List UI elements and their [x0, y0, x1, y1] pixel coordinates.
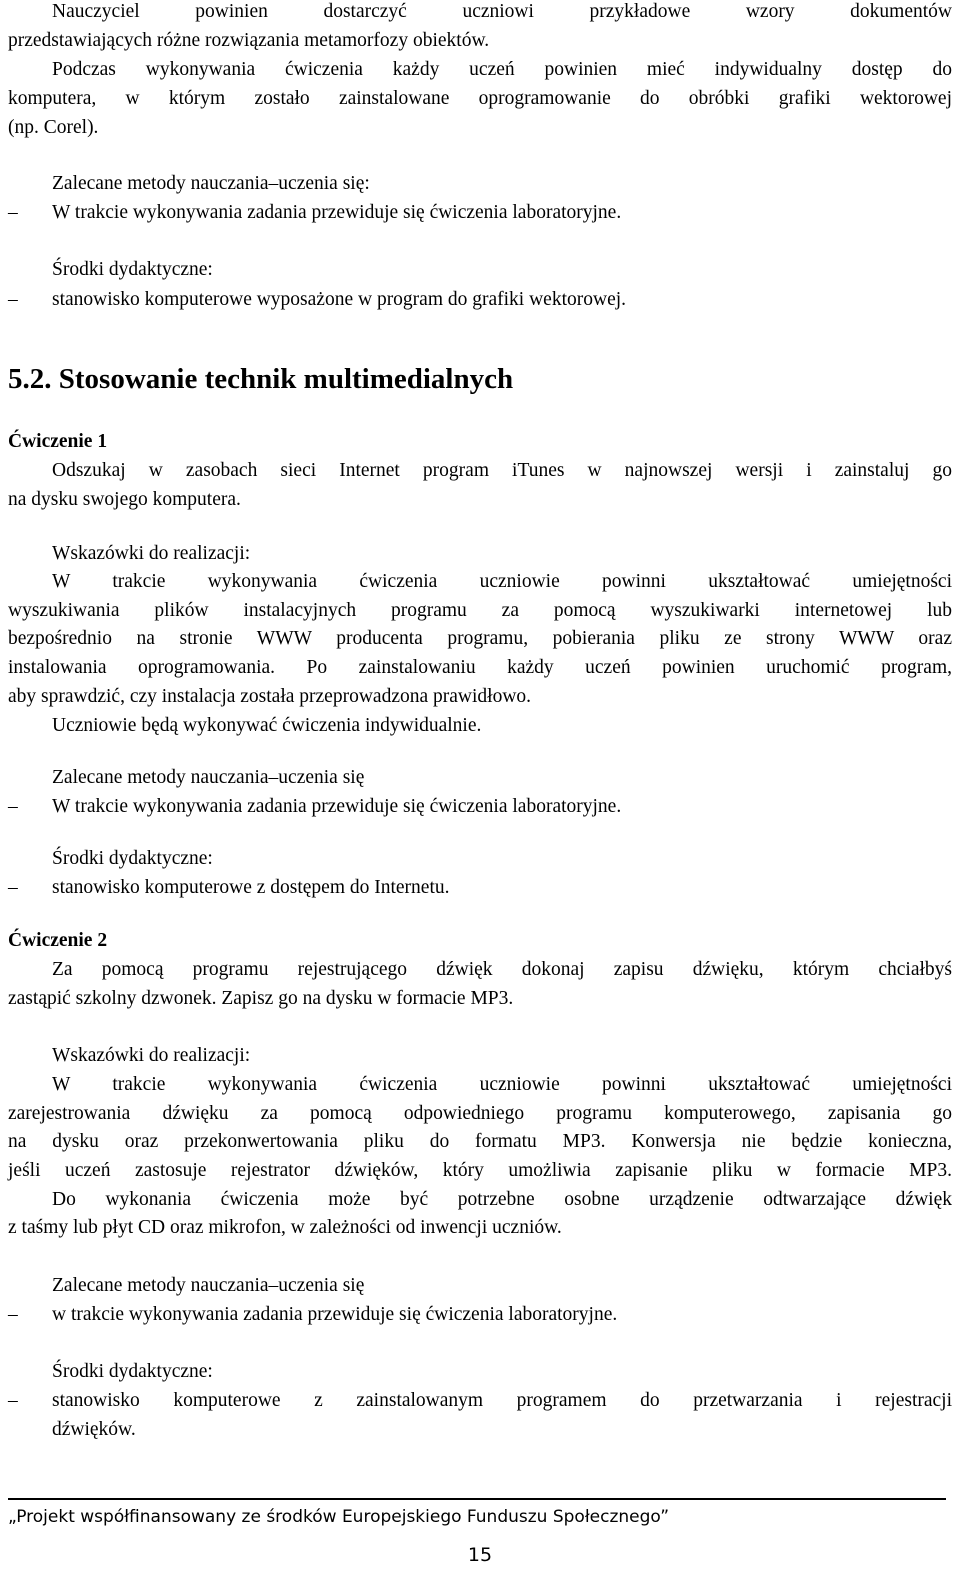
list-dash: – [8, 289, 18, 310]
exercise-2-means-item-line-2: dźwięków. [52, 1419, 136, 1440]
exercise-2-means-heading: Środki dydaktyczne: [52, 1361, 213, 1382]
list-dash: – [8, 796, 18, 817]
exercise-2-hint-line-4: jeśli uczeń zastosuje rejestrator dźwięków, który umożliwia zapisanie pliku w formacie MP3. [8, 1160, 952, 1181]
intro-line-2: przedstawiających różne rozwiązania metamorfozy obiektów. [8, 30, 490, 51]
footer-divider [8, 1498, 946, 1500]
means-heading: Środki dydaktyczne: [52, 259, 213, 280]
exercise-1-methods-heading: Zalecane metody nauczania–uczenia się [52, 767, 365, 788]
exercise-2-methods-heading: Zalecane metody nauczania–uczenia się [52, 1275, 365, 1296]
exercise-1-hints-heading: Wskazówki do realizacji: [52, 543, 251, 564]
exercise-1-task-line-2: na dysku swojego komputera. [8, 489, 241, 510]
list-dash: – [8, 202, 18, 223]
exercise-2-task-line-2: zastąpić szkolny dzwonek. Zapisz go na dysku w formacie MP3. [8, 988, 514, 1009]
intro-line-3: Podczas wykonywania ćwiczenia każdy uczeń powinien mieć indywidualny dostęp do [52, 59, 952, 80]
exercise-1-hint-line-4: instalowania oprogramowania. Po zainstalowaniu każdy uczeń powinien uruchomić program, [8, 657, 952, 678]
exercise-2-hint-line-6: z taśmy lub płyt CD oraz mikrofon, w zależności od inwencji uczniów. [8, 1217, 562, 1238]
exercise-1-hint-line-1: W trakcie wykonywania ćwiczenia uczniowie powinni ukształtować umiejętności [52, 571, 952, 592]
exercise-2-hint-line-3: na dysku oraz przekonwertowania pliku do formatu MP3. Konwersja nie będzie konieczna, [8, 1131, 952, 1152]
exercise-2-hint-line-1: W trakcie wykonywania ćwiczenia uczniowie powinni ukształtować umiejętności [52, 1074, 952, 1095]
exercise-2-means-item-line-1: stanowisko komputerowe z zainstalowanym programem do przetwarzania i rejestracji [52, 1390, 952, 1411]
exercise-1-hint-line-2: wyszukiwania plików instalacyjnych programu za pomocą wyszukiwarki internetowej lub [8, 600, 952, 621]
exercise-1-hint-line-3: bezpośrednio na stronie WWW producenta programu, pobierania pliku ze strony WWW oraz [8, 628, 952, 649]
footer-text: „Projekt współfinansowany ze środków Europejskiego Funduszu Społecznego” [8, 1507, 670, 1527]
exercise-2-methods-item: w trakcie wykonywania zadania przewiduje się ćwiczenia laboratoryjne. [52, 1304, 618, 1325]
exercise-1-hint-line-5: aby sprawdzić, czy instalacja została przeprowadzona prawidłowo. [8, 686, 532, 707]
intro-line-4: komputera, w którym zostało zainstalowane oprogramowanie do obróbki grafiki wektorowej [8, 88, 952, 109]
exercise-1-means-item: stanowisko komputerowe z dostępem do Internetu. [52, 877, 450, 898]
methods-item: W trakcie wykonywania zadania przewiduje się ćwiczenia laboratoryjne. [52, 202, 622, 223]
intro-line-1: Nauczyciel powinien dostarczyć uczniowi przykładowe wzory dokumentów [52, 1, 952, 22]
exercise-2-hint-line-5: Do wykonania ćwiczenia może być potrzebne osobne urządzenie odtwarzające dźwięk [52, 1189, 952, 1210]
section-title: 5.2. Stosowanie technik multimedialnych [8, 363, 514, 395]
list-dash: – [8, 1390, 18, 1411]
exercise-1-task-line-1: Odszukaj w zasobach sieci Internet program iTunes w najnowszej wersji i zainstaluj go [52, 460, 952, 481]
methods-heading: Zalecane metody nauczania–uczenia się: [52, 173, 370, 194]
means-item: stanowisko komputerowe wyposażone w program do grafiki wektorowej. [52, 289, 627, 310]
exercise-2-task-line-1: Za pomocą programu rejestrującego dźwięk dokonaj zapisu dźwięku, którym chciałbyś [52, 959, 952, 980]
intro-line-5: (np. Corel). [8, 117, 99, 138]
exercise-1-means-heading: Środki dydaktyczne: [52, 848, 213, 869]
page-number: 15 [467, 1544, 493, 1566]
exercise-2-hints-heading: Wskazówki do realizacji: [52, 1045, 251, 1066]
exercise-1-methods-item: W trakcie wykonywania zadania przewiduje się ćwiczenia laboratoryjne. [52, 796, 622, 817]
list-dash: – [8, 1304, 18, 1325]
exercise-2-hint-line-2: zarejestrowania dźwięku za pomocą odpowiedniego programu komputerowego, zapisania go [8, 1103, 952, 1124]
exercise-1-hint-line-6: Uczniowie będą wykonywać ćwiczenia indywidualnie. [52, 715, 482, 736]
list-dash: – [8, 877, 18, 898]
exercise-1-title: Ćwiczenie 1 [8, 431, 108, 452]
exercise-2-title: Ćwiczenie 2 [8, 930, 108, 951]
